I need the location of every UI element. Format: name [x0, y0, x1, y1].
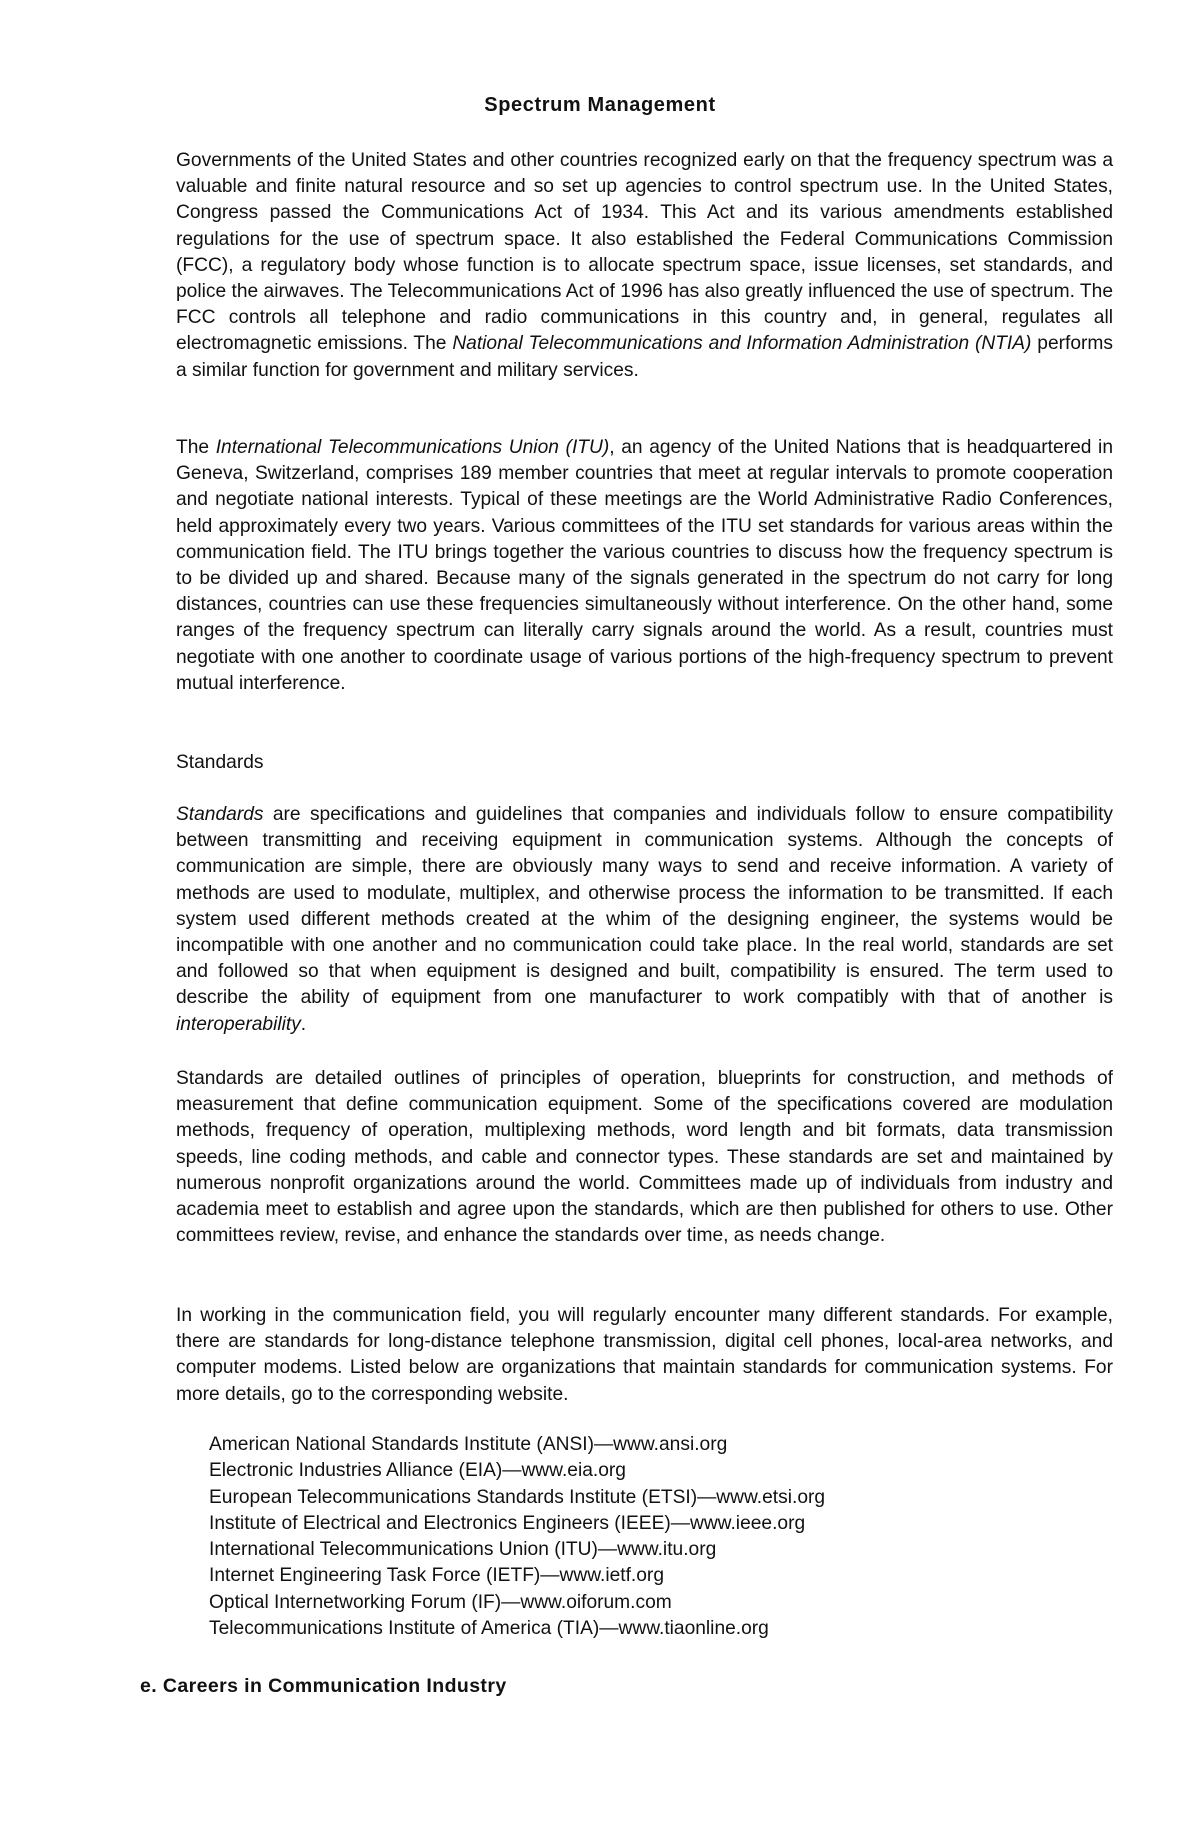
italic-term-itu: International Telecommunications Union (ITU)	[215, 437, 610, 458]
paragraph-text: The	[176, 437, 216, 458]
list-item: International Telecommunications Union (ITU)—www.itu.org	[209, 1539, 717, 1561]
section-heading: e. Careers in Communication Industry	[140, 1675, 507, 1697]
list-item: Electronic Industries Alliance (EIA)—www.eia.org	[209, 1460, 626, 1482]
page-title: Spectrum Management	[484, 94, 716, 116]
italic-term-standards: Standards	[176, 804, 264, 825]
paragraph-standards-definition	[176, 802, 1113, 1038]
italic-term-ntia: National Telecommunications and Information Administration (NTIA)	[452, 333, 1032, 355]
list-item: Telecommunications Institute of America (TIA)—www.tiaonline.org	[209, 1618, 769, 1640]
subheading-text: Standards	[176, 752, 264, 773]
paragraph-itu	[176, 435, 1113, 697]
paragraph-spectrum-management	[176, 148, 1113, 384]
paragraph-text: In working in the communication field, you will regularly encounter many different standards. For example, there are standards for long-distance telephone transmission, digital cell phones, local-area networks, and computer modems. Listed below are organizations that maintain standards for communication systems. For more details, go to the corresponding website.	[176, 1305, 1113, 1405]
list-item: Internet Engineering Task Force (IETF)—www.ietf.org	[209, 1565, 664, 1587]
paragraph-text: , an agency of the United Nations that is headquartered in Geneva, Switzerland, comprises 189 member countries that meet at regular intervals to promote cooperation and negotiate national interests. Typical of these meetings are the World Administrative Radio Conferences, held approximately every two years. Various committees of the ITU set standards for various areas within the communication field. The ITU brings together the various countries to discuss how the frequency spectrum is to be divided up and shared. Because many of the signals generated in the spectrum do not carry for long distances, countries can use these frequencies simultaneously without interference. On the other hand, some ranges of the frequency spectrum can literally carry signals around the world. As a result, countries must negotiate with one another to coordinate usage of various portions of the high-frequency spectrum to prevent mutual interference.	[176, 437, 1113, 694]
paragraph-text: Standards are detailed outlines of principles of operation, blueprints for construction, and methods of measurement that define communication equipment. Some of the specifications covered are modulation methods, frequency of operation, multiplexing methods, word length and bit formats, data transmission speeds, line coding methods, and cable and connector types. These standards are set and maintained by numerous nonprofit organizations around the world. Committees made up of individuals from industry and academia meet to establish and agree upon the standards, which are then published for others to use. Other committees review, revise, and enhance the standards over time, as needs change.	[176, 1068, 1113, 1247]
paragraph-text: performs a similar function for government and military services.	[176, 333, 1113, 381]
paragraph-standards-details	[176, 1066, 1113, 1249]
paragraph-text: are specifications and guidelines that companies and individuals follow to ensure compatibility between transmitting and receiving equipment in communication systems. Although the concepts of communication are simple, there are obviously many ways to send and receive information. A variety of methods are used to modulate, multiplex, and otherwise process the information to be transmitted. If each system used different methods created at the whim of the designing engineer, the systems would be incompatible with one another and no communication could take place. In the real world, standards are set and followed so that when equipment is designed and built, compatibility is ensured. The term used to describe the ability of equipment from one manufacturer to work compatibly with that of another is	[176, 804, 1113, 1009]
list-item: Institute of Electrical and Electronics Engineers (IEEE)—www.ieee.org	[209, 1512, 806, 1534]
list-item: European Telecommunications Standards Institute (ETSI)—www.etsi.org	[209, 1486, 826, 1508]
list-item: Optical Internetworking Forum (IF)—www.oiforum.com	[209, 1591, 672, 1613]
paragraph-text: Governments of the United States and other countries recognized early on that the frequency spectrum was a valuable and finite natural resource and so set up agencies to control spectrum use. In the United States, Congress passed the Communications Act of 1934. This Act and its various amendments established regulations for the use of spectrum space. It also established the Federal Communications Commission (FCC), a regulatory body whose function is to allocate spectrum space, issue licenses, set standards, and police the airwaves. The Telecommunications Act of 1996 has also greatly influenced the use of spectrum. The FCC controls all telephone and radio communications in this country and, in general, regulates all electromagnetic emissions. The	[176, 150, 1113, 355]
paragraph-text: .	[300, 1013, 307, 1035]
list-item: American National Standards Institute (ANSI)—www.ansi.org	[209, 1434, 728, 1455]
subheading-standards	[176, 750, 1113, 776]
organization-list	[209, 1432, 825, 1642]
italic-term-interoperability: interoperability	[176, 1013, 301, 1035]
paragraph-standards-organizations-intro	[176, 1303, 1113, 1408]
